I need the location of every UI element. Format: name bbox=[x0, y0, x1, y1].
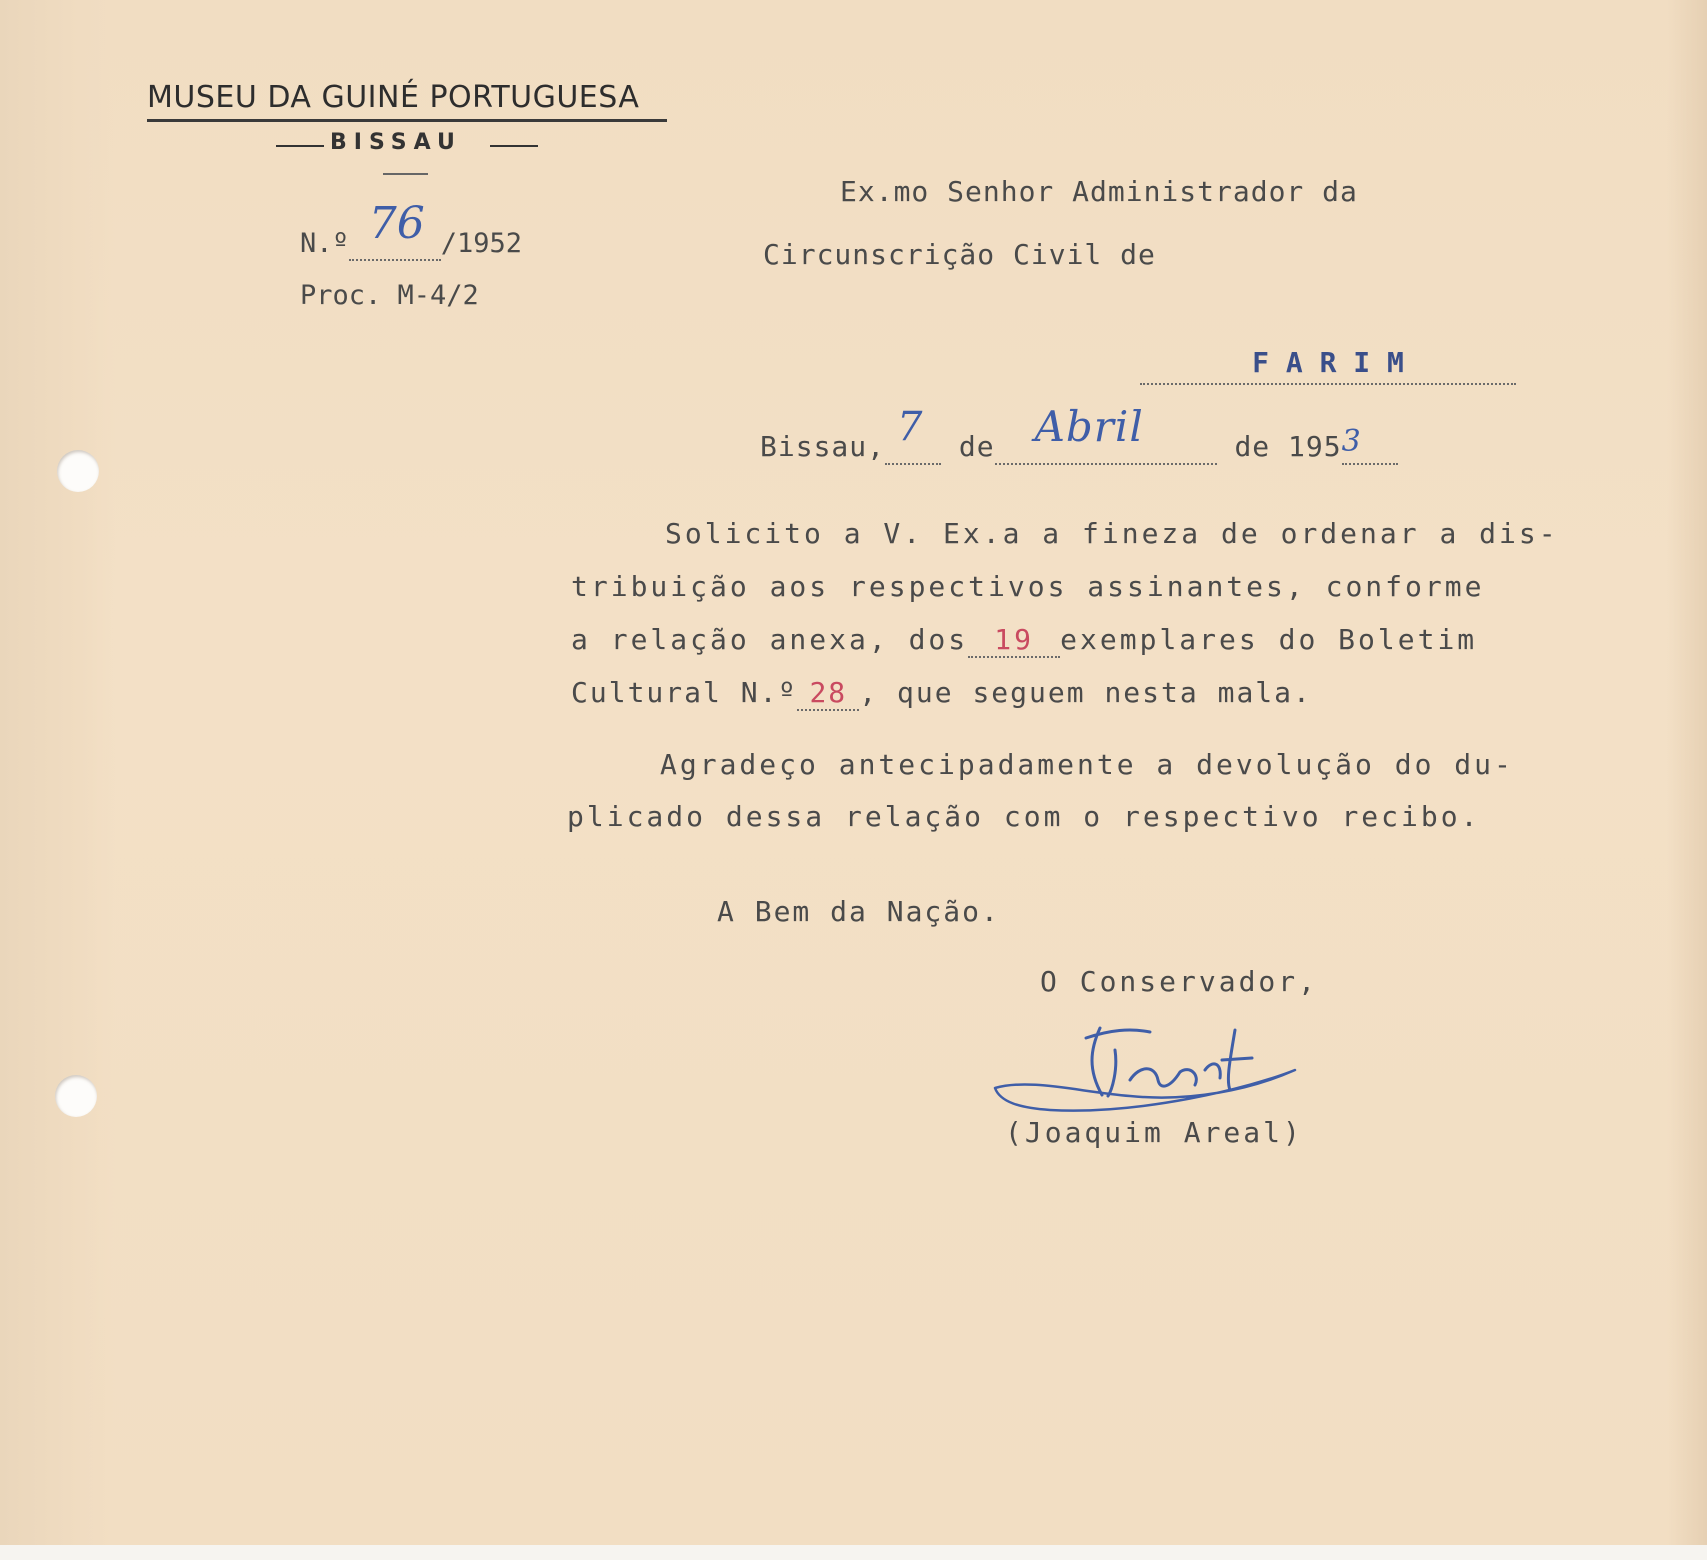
recipient-place: F A R I M bbox=[1140, 346, 1516, 385]
body-p1-line4 bbox=[571, 676, 1312, 711]
body-p1-line3 bbox=[571, 623, 1477, 658]
copies-count: 19 bbox=[968, 623, 1060, 658]
letterhead-rule bbox=[147, 119, 667, 122]
signature bbox=[990, 1010, 1310, 1120]
date-day-field bbox=[885, 404, 941, 465]
reference-number: 76 bbox=[368, 198, 425, 249]
closing-title: O Conservador, bbox=[1040, 965, 1319, 998]
recipient-line2: Circunscrição Civil de bbox=[763, 238, 1156, 271]
body-p1-line3-a: a relação anexa, dos bbox=[571, 623, 969, 656]
date-year-digit: 3 bbox=[1341, 424, 1362, 459]
body-p1-line1: Solicito a V. Ex.a a fineza de ordenar a dis- bbox=[665, 517, 1559, 550]
date-month-field bbox=[995, 402, 1217, 465]
punch-hole-bottom bbox=[55, 1075, 97, 1117]
recipient-line1: Ex.mo Senhor Administrador da bbox=[840, 175, 1358, 208]
letterhead-dash-left bbox=[276, 145, 324, 147]
reference-prefix: N.º bbox=[300, 228, 349, 259]
punch-hole-top bbox=[57, 450, 99, 492]
reference-number-line bbox=[300, 198, 523, 261]
issue-number: 28 bbox=[797, 676, 859, 711]
body-p2-line2: plicado dessa relação com o respectivo recibo. bbox=[567, 800, 1481, 833]
letterhead-city: BISSAU bbox=[330, 130, 462, 155]
body-p1-line4-b: , que seguem nesta mala. bbox=[859, 676, 1312, 709]
body-p1-line4-a: Cultural N.º bbox=[571, 676, 798, 709]
letterhead-institution: MUSEU DA GUINÉ PORTUGUESA bbox=[147, 80, 640, 115]
reference-year: /1952 bbox=[440, 228, 523, 259]
letterhead-small-rule bbox=[383, 173, 428, 175]
date-day: 7 bbox=[897, 404, 924, 450]
date-de-1: de bbox=[958, 430, 995, 463]
body-p1-line3-b: exemplares do Boletim bbox=[1060, 623, 1478, 656]
date-line bbox=[760, 402, 1398, 465]
closing-salutation: A Bem da Nação. bbox=[717, 895, 1000, 928]
reference-process: Proc. M-4/2 bbox=[300, 280, 479, 311]
letterhead-dash-right bbox=[490, 145, 538, 147]
body-p1-line2: tribuição aos respectivos assinantes, conforme bbox=[571, 570, 1485, 603]
closing-name: (Joaquim Areal) bbox=[1005, 1116, 1303, 1149]
date-month: Abril bbox=[1034, 402, 1144, 451]
reference-number-field bbox=[349, 198, 441, 261]
scan-bottom-margin bbox=[0, 1545, 1707, 1560]
date-year-field bbox=[1341, 424, 1398, 465]
date-place: Bissau, bbox=[760, 430, 886, 463]
date-de-2: de 195 bbox=[1234, 430, 1342, 463]
body-p2-line1: Agradeço antecipadamente a devolução do du- bbox=[660, 748, 1514, 781]
